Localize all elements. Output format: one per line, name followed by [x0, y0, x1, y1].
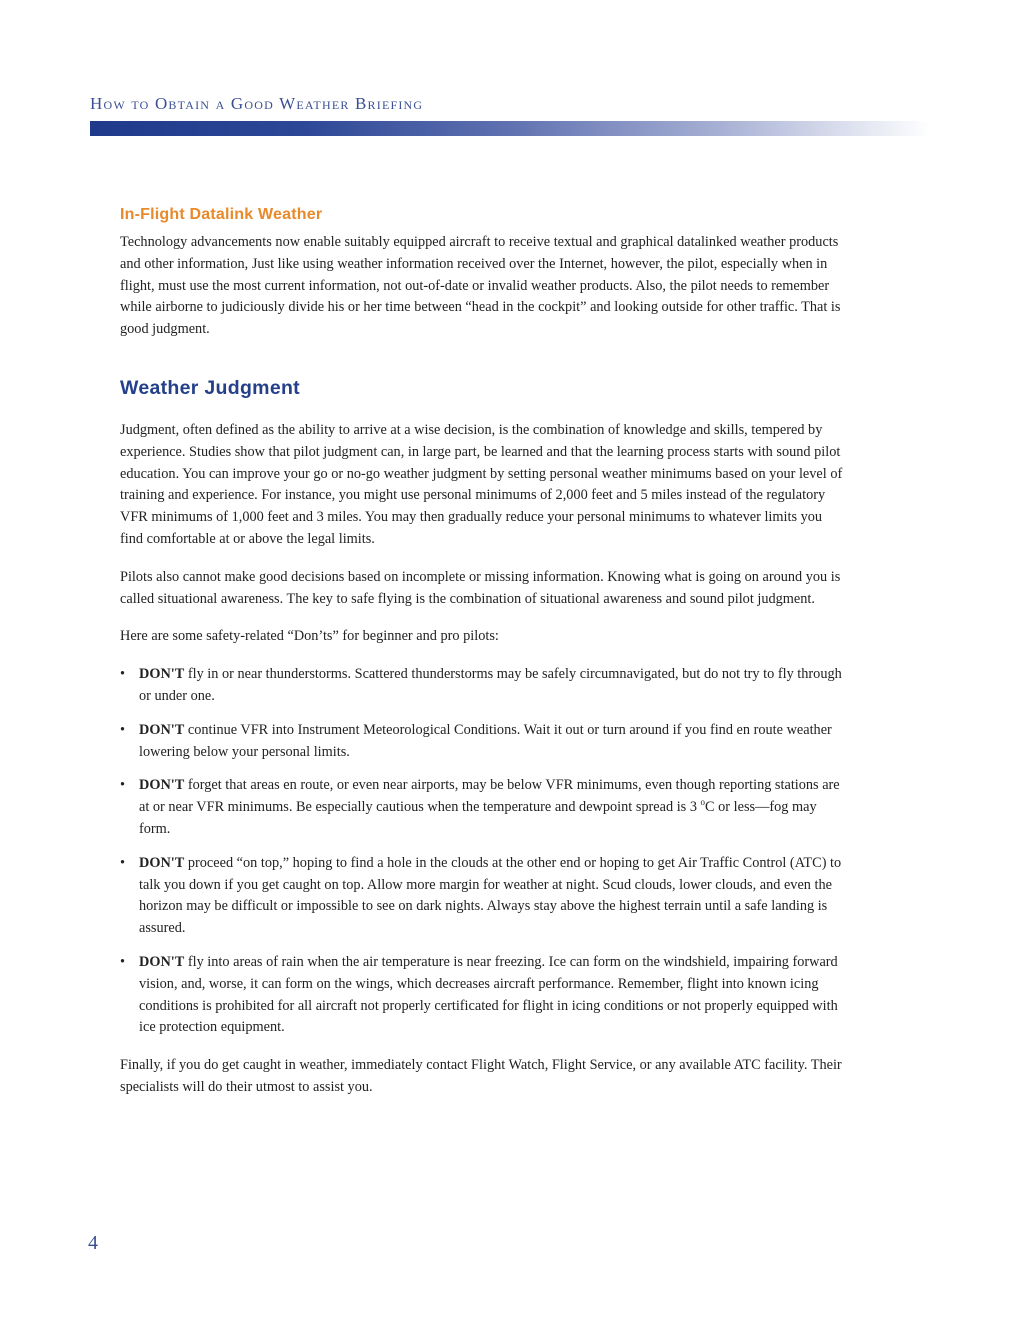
running-header: How to Obtain a Good Weather Briefing [90, 94, 424, 113]
dont-label: DON'T [139, 854, 185, 871]
paragraph-judgment-2: Pilots also cannot make good decisions based on incomplete or missing information. Knowing what is going on around you is called situational awareness. The key to safe flying is the combination of situational awareness and sound pilot judgment. [120, 568, 841, 607]
dont-label: DON'T [139, 777, 185, 794]
list-item [120, 720, 846, 764]
donts-list [120, 664, 846, 1039]
list-item [120, 664, 846, 708]
paragraph-closing: Finally, if you do get caught in weather, immediately contact Flight Watch, Flight Service, or any available ATC facility. Their specialists will do their utmost to assist you. [120, 1057, 842, 1095]
list-item [120, 853, 846, 940]
paragraph-donts-intro: Here are some safety-related “Don’ts” for beginner and pro pilots: [120, 628, 499, 645]
page-content [120, 206, 846, 1115]
degree-symbol: o [700, 797, 706, 808]
paragraph-judgment-1: Judgment, often defined as the ability to arrive at a wise decision, is the combination of knowledge and skills, tempered by experience. Studies show that pilot judgment can, in large part, be learned and that the learning process starts with sound pilot education. You can improve your go or no-go weather judgment by setting personal weather minimums based on your level of training and experience. For instance, you might use personal minimums of 2,000 feet and 5 miles instead of the regulatory VFR minimums of 1,000 feet and 3 miles. You may then gradually reduce your personal minimums to whatever limits you find comfortable at or above the legal limits. [120, 421, 843, 547]
list-item-text: forget that areas en route, or even near airports, may be below VFR minimums, even though reporting stations are at or near VFR minimums. Be especially cautious when the temperature and dewpoint spread is 3 [139, 777, 840, 816]
list-item-text: fly in or near thunderstorms. Scattered thunderstorms may be safely circumnavigated, but do not try to fly through or under one. [139, 666, 842, 704]
list-item [120, 952, 846, 1039]
section-heading-judgment: Weather Judgment [120, 376, 300, 399]
dont-label: DON'T [139, 721, 185, 738]
bullet-icon: • [120, 666, 126, 683]
dont-label: DON'T [139, 666, 185, 683]
bullet-icon: • [120, 854, 126, 871]
list-item [120, 775, 846, 840]
section-heading-datalink: In-Flight Datalink Weather [120, 206, 323, 223]
paragraph-datalink: Technology advancements now enable suitably equipped aircraft to receive textual and graphical datalinked weather products and other information, Just like using weather information received over the Internet, however, the pilot, especially when in flight, must use the most current information, not out-of-date or invalid weather products. Also, the pilot needs to remember while airborne to judiciously divide his or her time between “head in the cockpit” and looking outside for other traffic. That is good judgment. [120, 234, 841, 338]
list-item-text: fly into areas of rain when the air temperature is near freezing. Ice can form on the windshield, impairing forward vision, and, worse, it can form on the wings, which decreases aircraft performance. Remember, flight into known icing conditions is prohibited for all aircraft not properly certificated for flight in icing conditions or not properly equipped with ice protection equipment. [139, 953, 838, 1036]
list-item-text: continue VFR into Instrument Meteorological Conditions. Wait it out or turn around if you find en route weather lowering below your personal limits. [139, 721, 832, 760]
dont-label: DON'T [139, 953, 185, 970]
header-gradient-bar [90, 121, 930, 136]
list-item-text: proceed “on top,” hoping to find a hole in the clouds at the other end or hoping to get Air Traffic Control (ATC) to talk you down if you get caught on top. Allow more margin for weather at night. Scud clouds, lower clouds, and even the horizon may be difficult or impossible to see on dark nights. Always stay above the highest terrain until a safe landing is assured. [139, 854, 842, 937]
page-number: 4 [88, 1232, 98, 1254]
bullet-icon: • [120, 953, 126, 970]
bullet-icon: • [120, 721, 126, 738]
list-item-text-tail: C or less—fog may form. [139, 799, 817, 837]
bullet-icon: • [120, 777, 126, 794]
